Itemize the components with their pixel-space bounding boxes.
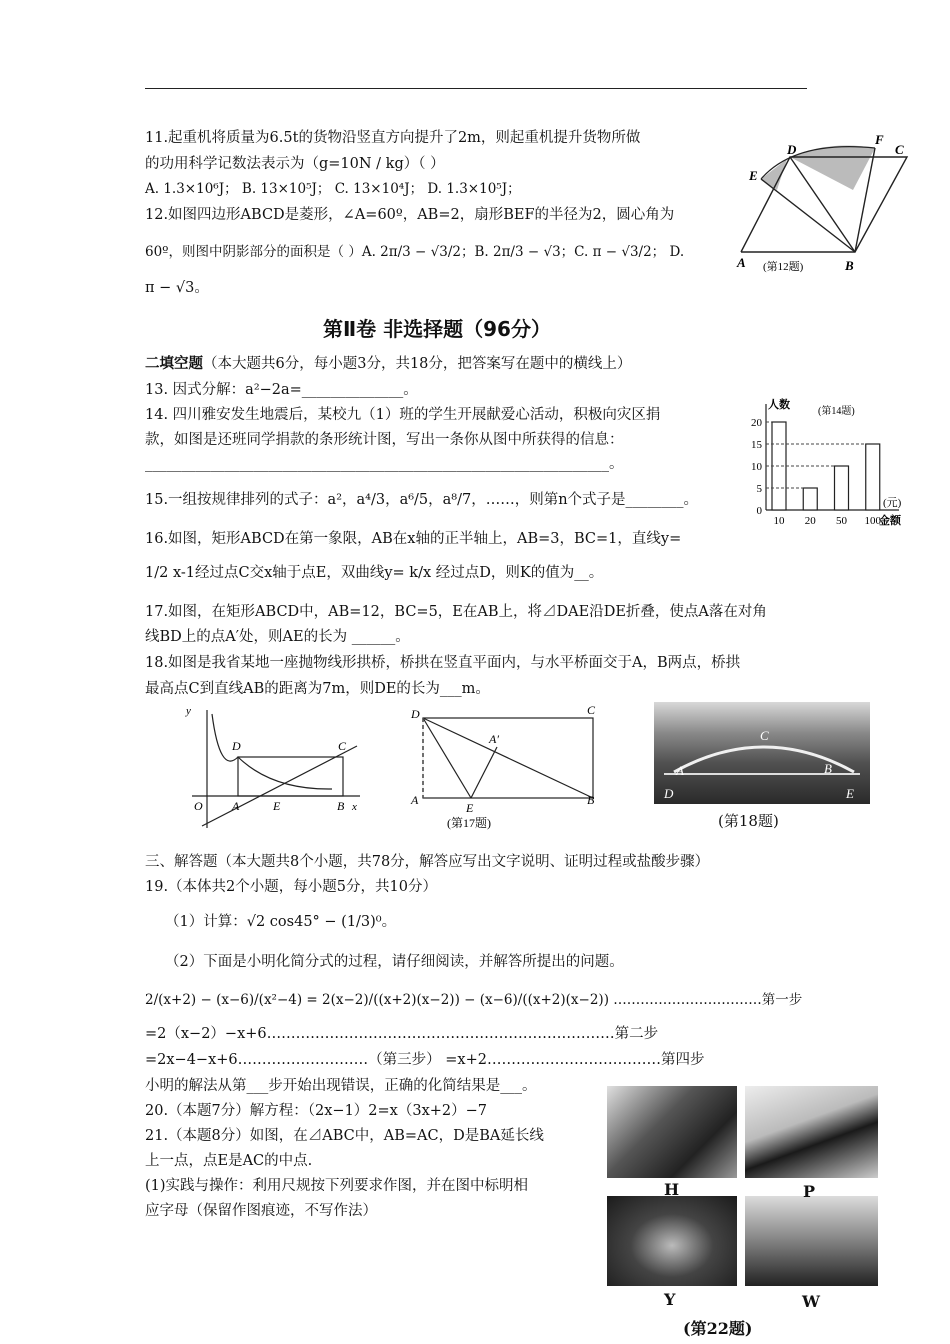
header-rule [145, 88, 807, 89]
q17-line2: 线BD上的点A′处，则AE的长为 ______。 [145, 629, 410, 645]
chart-y-tick: 5 [756, 483, 762, 495]
q11-options: A. 1.3×10⁶J； B. 13×10⁵J； C. 13×10⁴J； D. 1.3×10⁵J； [145, 181, 521, 197]
fig17-label: (第17题) [447, 816, 491, 830]
fig17-rectangle [405, 700, 610, 835]
svg-text:F: F [875, 132, 884, 147]
svg-text:O: O [194, 799, 203, 813]
q19-step3: =2x−4−x+6………………………（第三步） =x+2………………………………第四步 [145, 1052, 705, 1068]
svg-text:D: D [411, 707, 420, 721]
q19-step1: 2/(x+2) − (x−6)/(x²−4) = 2(x−2)/((x+2)(x−2)) − (x−6)/((x+2)(x−2)) ……………………………第一步 [145, 992, 803, 1008]
q13: 13. 因式分解：a²−2a=______________。 [145, 382, 418, 398]
svg-text:C: C [760, 728, 769, 743]
chart-ylabel: 人数 [768, 399, 790, 411]
svg-text:x: x [352, 801, 357, 813]
fig12-rhombus [735, 132, 915, 280]
q21-line3: (1)实践与操作：利用尺规按下列要求作图，并在图中标明相 [145, 1178, 529, 1194]
svg-text:C: C [338, 739, 347, 753]
svg-text:D: D [787, 142, 797, 157]
chart-y-tick: 15 [751, 439, 762, 451]
chart-bar [803, 488, 817, 510]
fill-head: 二填空题 [145, 355, 203, 372]
photo-label-w: W [802, 1292, 820, 1311]
q18-line1: 18.如图是我省某地一座抛物线形拱桥，桥拱在竖直平面内，与水平桥面交于A，B两点，桥拱 [145, 655, 741, 671]
q14-line3: ________________________________________________________________。 [145, 456, 624, 472]
q11-line1: 11.起重机将质量为6.5t的货物沿竖直方向提升了2m，则起重机提升货物所做 [145, 130, 641, 146]
photo-w [745, 1196, 878, 1286]
svg-text:E: E [846, 786, 854, 801]
svg-text:E: E [749, 168, 758, 183]
q19-step2: =2（x−2）−x+6………………………………………………………………第二步 [145, 1026, 659, 1042]
svg-text:A: A [411, 793, 419, 807]
photo-label-y: Y [664, 1290, 676, 1309]
chart-x-tick: 100 [864, 515, 881, 527]
fig18-bridge-photo [654, 702, 870, 804]
q14-bar-chart [738, 398, 923, 533]
chart-x-tick: 10 [773, 515, 785, 527]
q19: 19.（本体共2个小题，每小题5分，共10分） [145, 879, 437, 895]
svg-text:E: E [273, 799, 281, 813]
chart-y-tick: 20 [751, 417, 762, 429]
svg-text:y: y [186, 705, 191, 717]
svg-text:A′: A′ [489, 732, 499, 746]
fill-header [145, 352, 631, 373]
svg-text:A: A [232, 799, 240, 813]
q21-line1: 21.（本题8分）如图，在⊿ABC中，AB=AC，D是BA延长线 [145, 1128, 544, 1144]
chart-y-tick: 10 [751, 461, 762, 473]
fig16-graph [182, 700, 367, 830]
svg-text:A: A [676, 763, 684, 778]
solve-head: 三、解答题（本大题共8个小题，共78分，解答应写出文字说明、证明过程或盐酸步骤） [145, 854, 710, 870]
q14-line2: 款，如图是还班同学捐款的条形统计图，写出一条你从图中所获得的信息： [145, 432, 624, 448]
chart-title: (第14题) [818, 406, 855, 417]
svg-text:D: D [664, 786, 674, 801]
chart-y-tick: 0 [756, 505, 762, 517]
photo-label-p: P [803, 1182, 816, 1201]
q16-line2: 1/2 x-1经过点C交x轴于点E，双曲线y= k/x 经过点D，则K的值为__。 [145, 565, 604, 581]
chart-bar [866, 444, 880, 510]
q12-line2: 60º，则图中阴影部分的面积是（ ）A. 2π/3 − √3/2；B. 2π/3 − √3；C. π − √3/2； D. [145, 244, 685, 260]
fill-note: （本大题共6分，每小题3分，共18分，把答案写在题中的横线上） [203, 356, 632, 372]
photo-label-h: H [664, 1180, 680, 1199]
chart-x-tick: 20 [804, 515, 816, 527]
q12-line3: π − √3。 [145, 280, 209, 296]
photo-h [607, 1086, 737, 1178]
chart-bar [835, 466, 849, 510]
svg-text:B: B [337, 799, 345, 813]
svg-text:E: E [466, 801, 474, 815]
q11-line2: 的功用科学记数法表示为（g=10N / kg）（ ） [145, 156, 445, 172]
q17-line1: 17.如图，在矩形ABCD中，AB=12，BC=5，E在AB上，将⊿DAE沿DE折叠，使点A落在对角 [145, 604, 767, 620]
q21-line4: 应字母（保留作图痕迹，不写作法） [145, 1203, 377, 1219]
q15: 15.一组按规律排列的式子：a²，a⁴/3，a⁶/5，a⁸/7，……，则第n个式子是________。 [145, 492, 699, 508]
photo-y [607, 1196, 737, 1286]
svg-text:D: D [232, 739, 241, 753]
svg-text:B: B [845, 258, 854, 273]
q21-line2: 上一点，点E是AC的中点. [145, 1153, 313, 1169]
q20: 20.（本题7分）解方程：（2x−1）2=x（3x+2）−7 [145, 1103, 488, 1119]
q18-line2: 最高点C到直线AB的距离为7m，则DE的长为___m。 [145, 681, 490, 697]
svg-text:B: B [824, 761, 832, 776]
chart-x-tick: 50 [836, 515, 847, 527]
svg-text:C: C [587, 703, 596, 717]
q19-1: （1）计算：√2 cos45° − (1/3)⁰。 [165, 914, 397, 930]
fig22-label: (第22题) [683, 1319, 753, 1338]
q16-line1: 16.如图，矩形ABCD在第一象限，AB在x轴的正半轴上，AB=3，BC=1，直线y= [145, 531, 682, 547]
q14-line1: 14. 四川雅安发生地震后，某校九（1）班的学生开展献爱心活动，积极向灾区捐 [145, 407, 661, 423]
chart-xlabel: 金额 [879, 515, 901, 527]
fig18-label: (第18题) [718, 812, 779, 830]
photo-p [745, 1086, 878, 1178]
q19-end: 小明的解法从第___步开始出现错误，正确的化简结果是___。 [145, 1078, 537, 1094]
svg-text:C: C [895, 142, 904, 157]
fig12-label: (第12题) [763, 261, 804, 273]
q19-2: （2）下面是小明化简分式的过程，请仔细阅读，并解答所提出的问题。 [165, 954, 624, 970]
section2-title: 第Ⅱ卷 非选择题（96分） [323, 317, 551, 341]
chart-unit: (元) [883, 497, 902, 509]
q12-line1: 12.如图四边形ABCD是菱形，∠A=60º，AB=2，扇形BEF的半径为2，圆心角为 [145, 207, 675, 223]
svg-text:B: B [587, 793, 595, 807]
svg-text:A: A [737, 255, 746, 270]
